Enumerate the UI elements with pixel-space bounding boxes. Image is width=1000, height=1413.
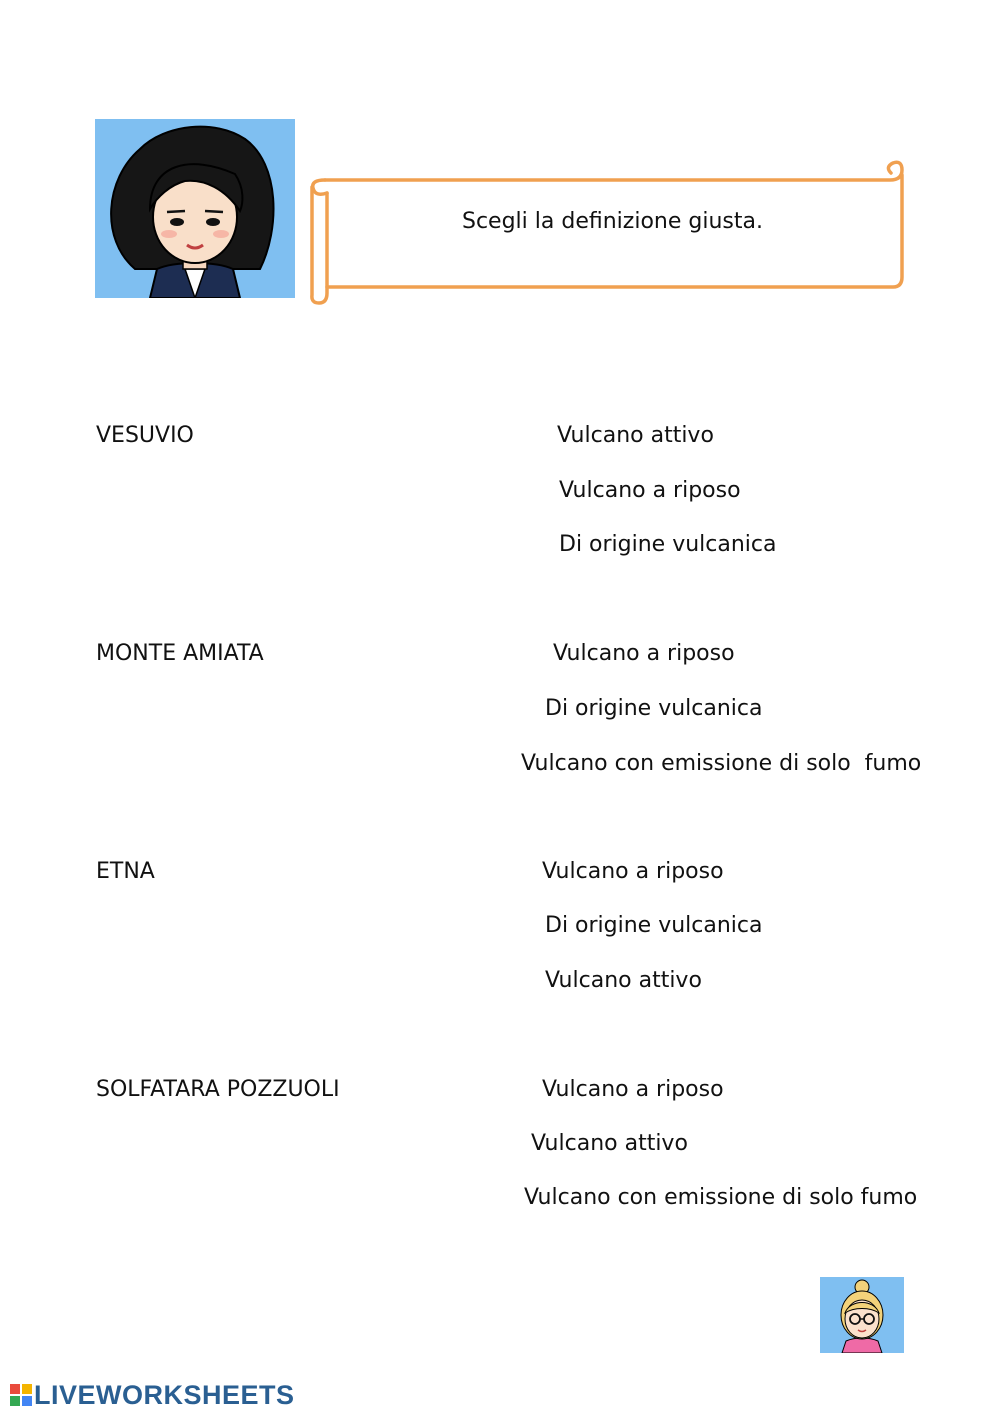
liveworksheets-logo-text: LIVEWORKSHEETS [34,1380,295,1410]
liveworksheets-logo [10,1380,295,1411]
student-avatar [820,1277,904,1353]
option-vesuvio-2[interactable]: Vulcano a riposo [559,478,741,503]
term-monte-amiata: MONTE AMIATA [96,641,264,666]
term-vesuvio: VESUVIO [96,423,194,448]
option-etna-2[interactable]: Di origine vulcanica [545,913,763,938]
instruction-text: Scegli la definizione giusta. [462,209,763,234]
option-solfatara-1[interactable]: Vulcano a riposo [542,1077,724,1102]
option-vesuvio-1[interactable]: Vulcano attivo [557,423,714,448]
term-solfatara-pozzuoli: SOLFATARA POZZUOLI [96,1077,340,1102]
option-amiata-1[interactable]: Vulcano a riposo [553,641,735,666]
teacher-avatar [95,119,295,298]
option-vesuvio-3[interactable]: Di origine vulcanica [559,532,777,557]
liveworksheets-logo-icon [10,1384,32,1408]
term-etna: ETNA [96,859,155,884]
option-etna-1[interactable]: Vulcano a riposo [542,859,724,884]
student-avatar-illustration [820,1277,904,1353]
option-solfatara-2[interactable]: Vulcano attivo [531,1131,688,1156]
teacher-avatar-illustration [95,119,295,298]
option-amiata-2[interactable]: Di origine vulcanica [545,696,763,721]
option-amiata-3[interactable]: Vulcano con emissione di solo fumo [521,751,922,776]
option-solfatara-3[interactable]: Vulcano con emissione di solo fumo [524,1185,918,1210]
option-etna-3[interactable]: Vulcano attivo [545,968,702,993]
instruction-scroll [305,155,910,315]
